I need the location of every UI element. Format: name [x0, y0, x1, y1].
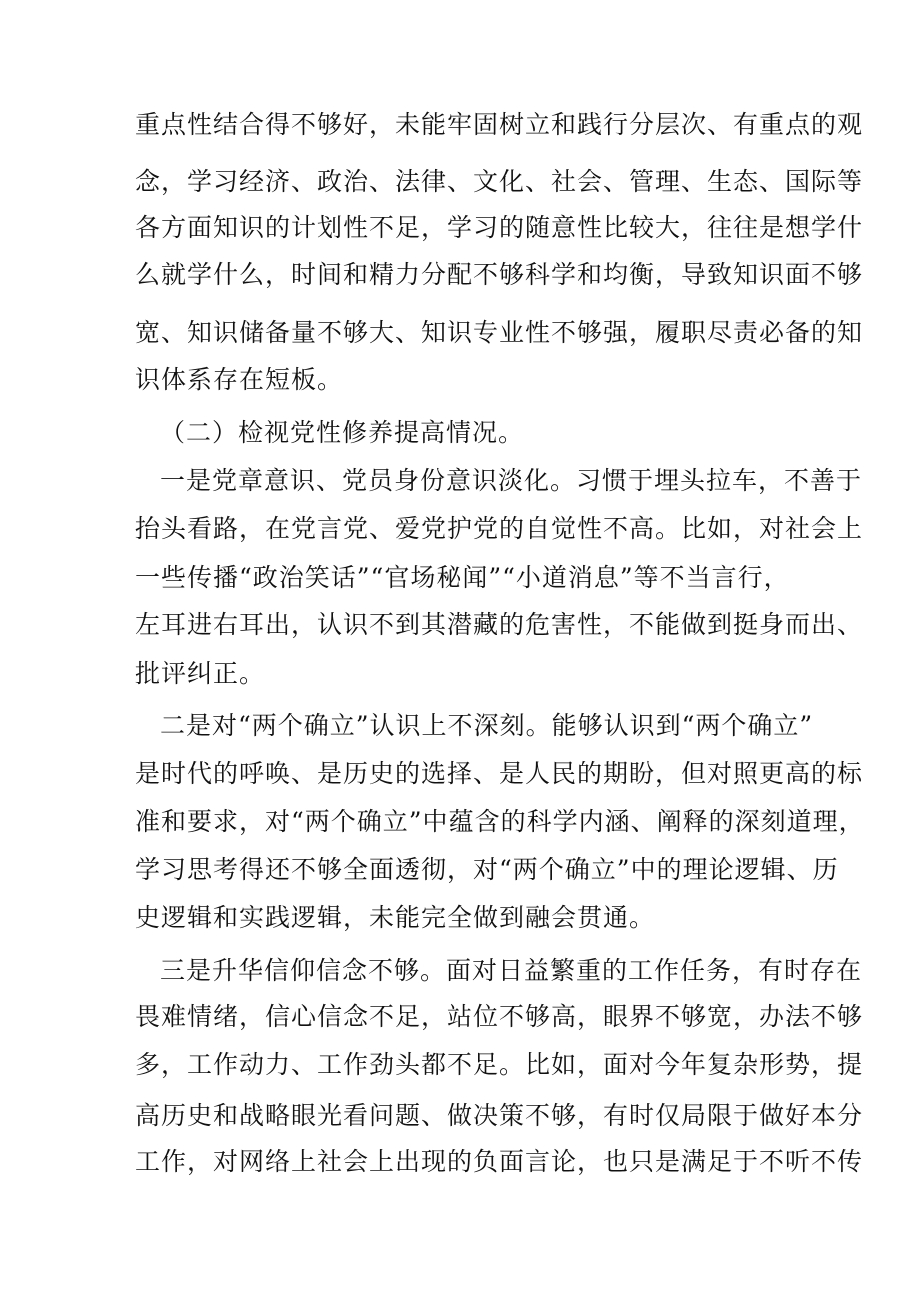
text-line: 畏难情绪，信心信念不足，站位不够高，眼界不够宽，办法不够 [135, 1002, 864, 1031]
text-line: 学习思考得还不够全面透彻，对“两个确立”中的理论逻辑、历 [135, 855, 839, 884]
text-line: 三是升华信仰信念不够。面对日益繁重的工作任务，有时存在 [160, 956, 863, 985]
text-line: 是时代的呼唤、是历史的选择、是人民的期盼，但对照更高的标 [135, 759, 864, 788]
text-line: 史逻辑和实践逻辑，未能完全做到融会贯通。 [135, 903, 656, 932]
text-line: 左耳进右耳出，认识不到其潜藏的危害性，不能做到挺身而出、 [135, 610, 864, 639]
text-line: 识体系存在短板。 [135, 365, 344, 394]
text-line: 一是党章意识、党员身份意识淡化。习惯于埋头拉车，不善于 [160, 466, 863, 495]
text-line: 念，学习经济、政治、法律、文化、社会、管理、生态、国际等 [135, 167, 864, 196]
text-line: 重点性结合得不够好，未能牢固树立和践行分层次、有重点的观 [135, 110, 864, 139]
text-line: 么就学什么，时间和精力分配不够科学和均衡，导致知识面不够 [135, 260, 864, 289]
text-line: 批评纠正。 [135, 659, 266, 688]
section-heading: （二）检视党性修养提高情况。 [160, 418, 525, 447]
text-line: 二是对“两个确立”认识上不深刻。能够认识到“两个确立” [160, 711, 814, 740]
text-line: 工作，对网络上社会上出现的负面言论，也只是满足于不听不传 [135, 1147, 864, 1176]
text-line: 高历史和战略眼光看问题、做决策不够，有时仅局限于做好本分 [135, 1101, 864, 1130]
text-line: 抬头看路，在党言党、爱党护党的自觉性不高。比如，对社会上 [135, 514, 864, 543]
text-line: 各方面知识的计划性不足，学习的随意性比较大，往往是想学什 [135, 213, 864, 242]
text-line: 宽、知识储备量不够大、知识专业性不够强，履职尽责必备的知 [135, 318, 864, 347]
text-line: 一些传播“政治笑话”“官场秘闻”“小道消息”等不当言行， [135, 563, 790, 592]
text-line: 多，工作动力、工作劲头都不足。比如，面对今年复杂形势，提 [135, 1050, 864, 1079]
text-line: 准和要求，对“两个确立”中蕴含的科学内涵、阐释的深刻道理， [135, 807, 865, 836]
